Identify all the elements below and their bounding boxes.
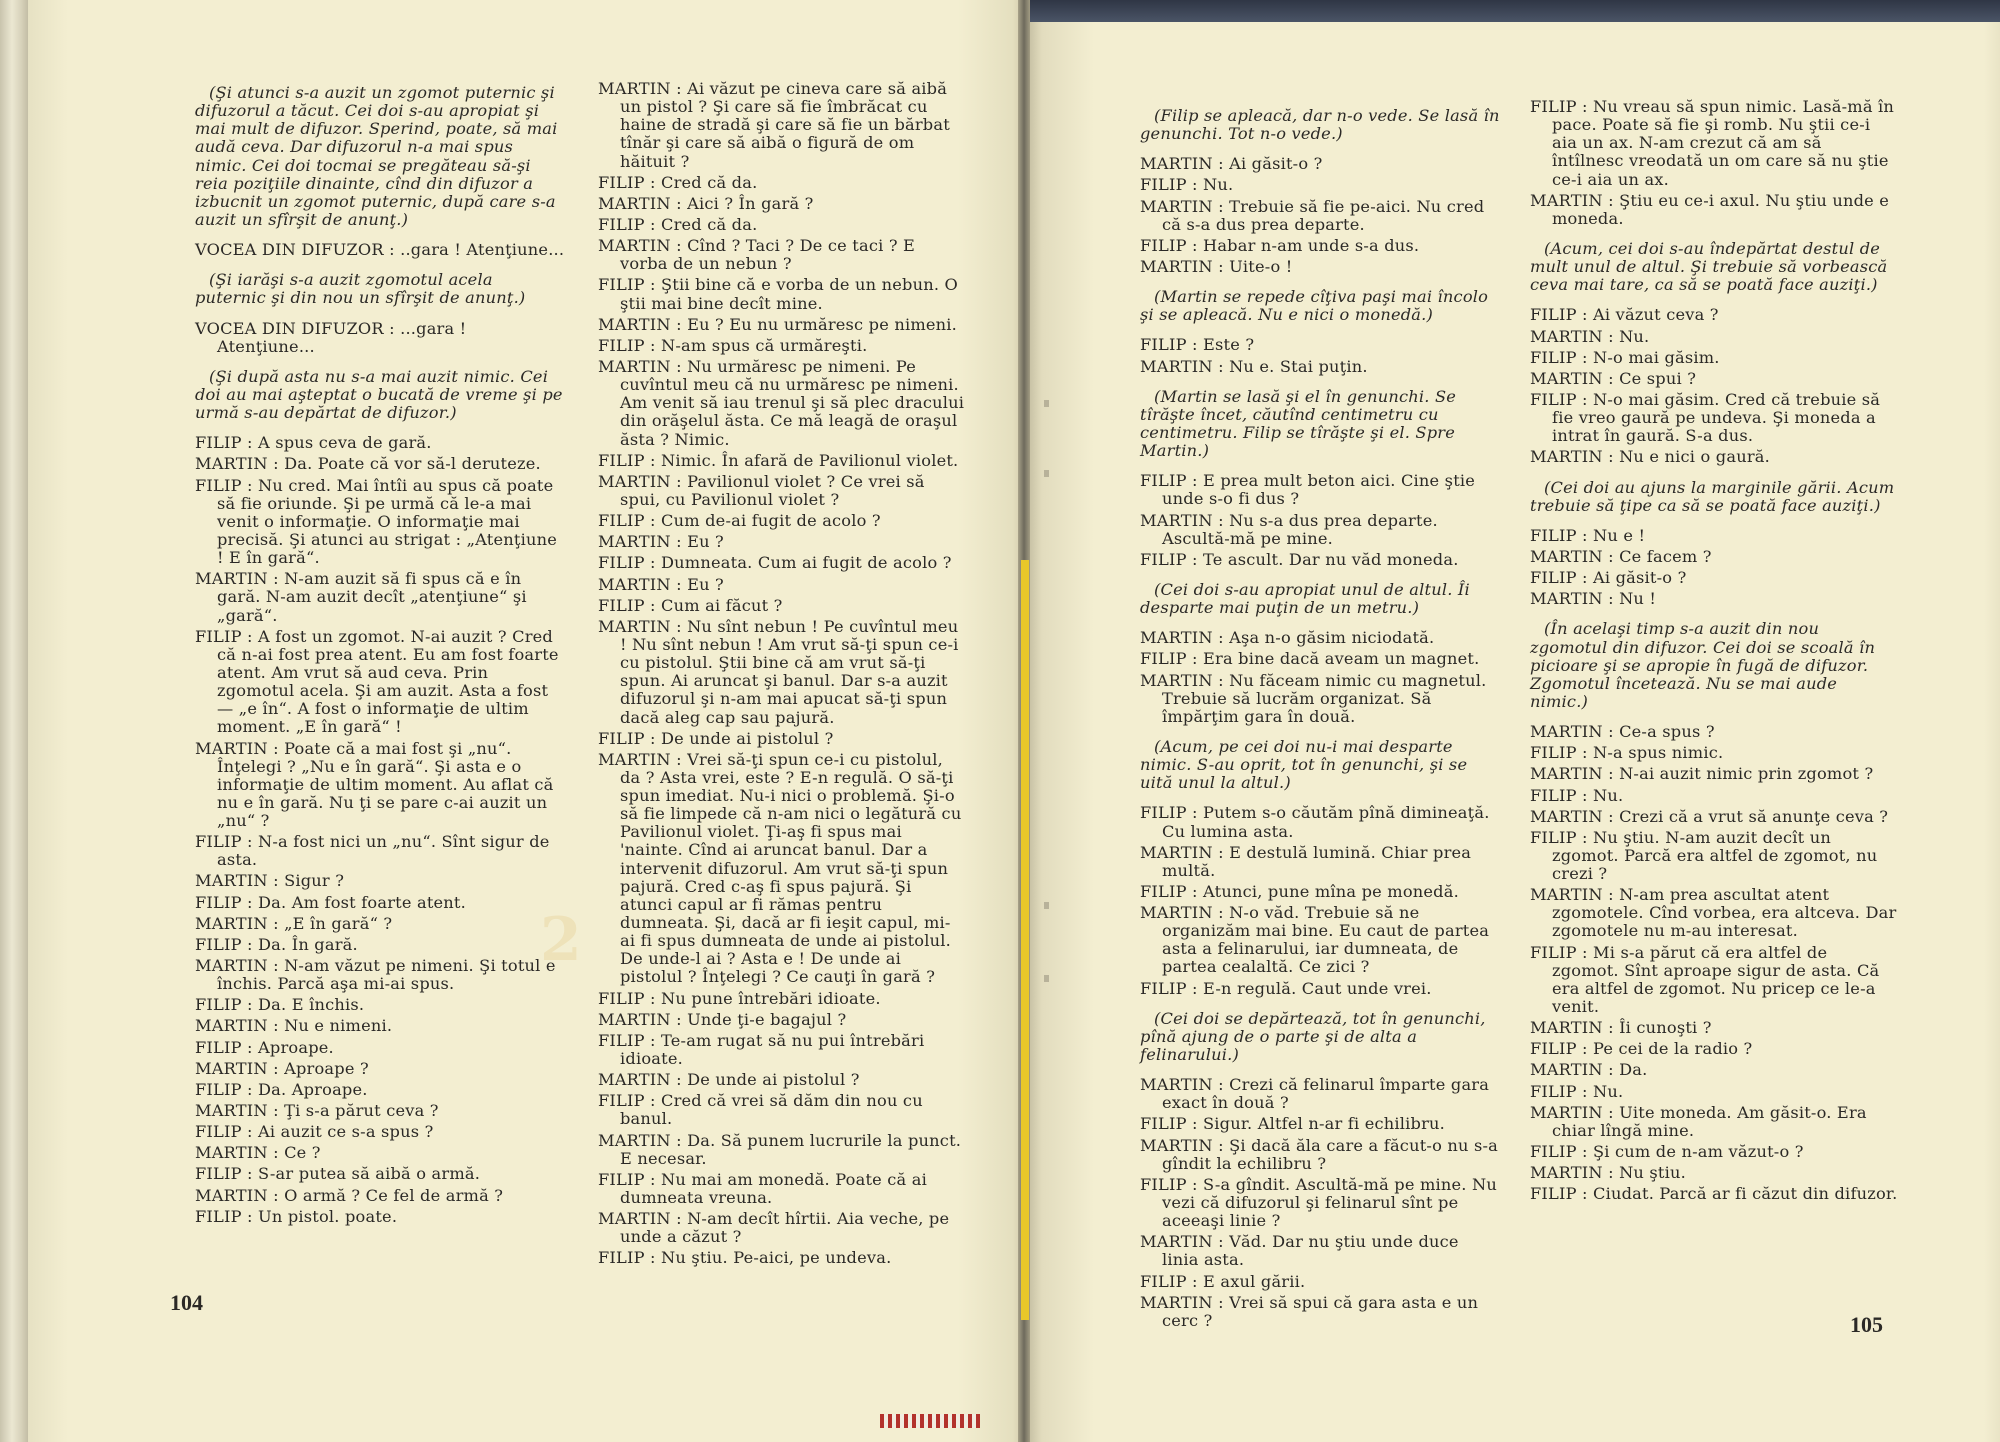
dialogue-line: FILIP : Da. Am fost foarte atent.: [195, 892, 466, 912]
dialogue-line: FILIP : S-ar putea să aibă o armă.: [195, 1164, 481, 1184]
headband: [880, 1414, 980, 1428]
dialogue-line: FILIP : Era bine dacă aveam un magnet.: [1140, 649, 1480, 669]
dialogue-line: FILIP : Ai auzit ce s-a spus ?: [195, 1122, 434, 1142]
dialogue-line: MARTIN : N-am decît hîrtii. Aia veche, pe unde a căzut ?: [598, 1209, 950, 1247]
dialogue-line: FILIP : Mi s-a părut că era altfel de zgomot. Sînt aproape sigur de asta. Că era altfel de zgomot. Nu pricep ce le-a venit.: [1530, 942, 1880, 1017]
dialogue-line: MARTIN : Cînd ? Taci ? De ce taci ? E vorba de un nebun ?: [598, 236, 916, 274]
dialogue-line: FILIP : A spus ceva de gară.: [195, 433, 432, 453]
dialogue-line: MARTIN : E destulă lumină. Chiar prea multă.: [1140, 842, 1472, 880]
dialogue-line: MARTIN : Aici ? În gară ?: [598, 193, 814, 213]
dialogue-line: FILIP : Da. Aproape.: [195, 1079, 368, 1099]
stage-direction: (Martin se repede cîţiva paşi mai încolo şi se apleacă. Nu e nici o monedă.): [1140, 287, 1489, 325]
dialogue-line: MARTIN : Nu e nici o gaură.: [1530, 447, 1770, 467]
dialogue-line: FILIP : Nu.: [1530, 785, 1624, 805]
dialogue-line: FILIP : Nu cred. Mai întîi au spus că poate să fie oriunde. Şi pe urmă că le-a mai venit o informaţie. O informaţie mai precisă. Şi atunci au strigat : „Atenţiune ! E în gară“.: [195, 475, 558, 568]
dialogue-line: MARTIN : Şi dacă ăla care a făcut-o nu s-a gîndit la echilibru ?: [1140, 1135, 1498, 1173]
dialogue-line: FILIP : Nu ştiu. N-am auzit decît un zgomot. Parcă era altfel de zgomot, nu crezi ?: [1530, 827, 1878, 884]
page-number-left: 104: [170, 1290, 203, 1315]
dialogue-line: MARTIN : Pavilionul violet ? Ce vrei să spui, cu Pavilionul violet ?: [598, 471, 925, 509]
dialogue-line: MARTIN : Ce spui ?: [1530, 368, 1697, 388]
stage-direction: (Cei doi au ajuns la marginile gării. Acum trebuie să ţipe ca să se poată face auziţi.): [1530, 477, 1895, 515]
sewing-mark: [1044, 975, 1049, 982]
stage-direction: (Martin se lasă şi el în genunchi. Se tîrăşte încet, căutînd centimetru cu centimetru. Filip se tîrăşte şi el. Spre Martin.): [1140, 386, 1457, 461]
dialogue-line: MARTIN : Unde ţi-e bagajul ?: [598, 1009, 847, 1029]
dialogue-line: MARTIN : Nu urmăresc pe nimeni. Pe cuvîntul meu că nu urmăresc pe nimeni. Am venit să iau trenul şi să plec dracului din orăşelul ăsta. Ce mă leagă de oraşul ăsta ? Nimic.: [598, 356, 965, 449]
dialogue-line: MARTIN : Ai văzut pe cineva care să aibă un pistol ? Şi care să fie îmbrăcat cu haine de stradă şi care să fie un bărbat tînăr şi care să aibă o figură de om hăituit ?: [598, 79, 950, 171]
dialogue-line: FILIP : Şi cum de n-am văzut-o ?: [1530, 1142, 1804, 1162]
sewing-mark: [1044, 470, 1049, 477]
dialogue-line: FILIP : Ai văzut ceva ?: [1530, 305, 1719, 325]
dialogue-line: FILIP : N-a spus nimic.: [1530, 743, 1724, 763]
dialogue-line: MARTIN : Aproape ?: [195, 1058, 369, 1078]
dialogue-line: MARTIN : Îi cunoşti ?: [1530, 1018, 1712, 1038]
dialogue-line: FILIP : Nimic. În afară de Pavilionul violet.: [598, 450, 959, 470]
dialogue-line: FILIP : S-a gîndit. Ascultă-mă pe mine. Nu vezi că difuzorul şi felinarul sînt pe aceeaşi linie ?: [1140, 1174, 1497, 1231]
dialogue-line: FILIP : Un pistol. poate.: [195, 1206, 398, 1226]
dialogue-line: MARTIN : „E în gară“ ?: [195, 913, 393, 933]
dialogue-line: MARTIN : Vrei să-ţi spun ce-i cu pistolul, da ? Asta vrei, este ? E-n regulă. O să-ţi spun imediat. Nu-i nici o problemă. Şi-o să fie limpede că n-am nici o legătură cu Pavilionul violet. Ţi-aş fi spus mai 'nainte. Cînd ai aruncat banul. Dar a intervenit difuzorul. Am vrut să-ţi spun pajură. Cred c-aş fi spus pajură. Şi atunci capul ar fi rămas pentru dumneata. Şi, dacă ar fi ieşit capul, mi-ai fi spus dumneata de unde ai pistolul. De unde-l ai ? Asta e ! De unde ai pistolul ? Înţelegi ? Ce cauţi în gară ?: [598, 749, 962, 987]
dialogue-line: FILIP : N-o mai găsim.: [1530, 347, 1720, 367]
dialogue-line: MARTIN : Ce-a spus ?: [1530, 722, 1715, 742]
dialogue-line: MARTIN : Ce facem ?: [1530, 546, 1712, 566]
dialogue-line: FILIP : Nu ştiu. Pe-aici, pe undeva.: [598, 1248, 892, 1268]
dialogue-line: FILIP : Te ascult. Dar nu văd moneda.: [1140, 549, 1459, 569]
dialogue-line: MARTIN : N-am văzut pe nimeni. Şi totul e închis. Parcă aşa mi-ai spus.: [195, 956, 556, 994]
dialogue-line: FILIP : A fost un zgomot. N-ai auzit ? Cred că n-ai fost prea atent. Eu am fost foarte atent. Am vrut să aud ceva. Prin zgomotul acela. Şi am auzit. Asta a fost — „e în“. A fost o informaţie de ultim moment. „E în gară“ !: [195, 626, 559, 737]
dialogue-line: MARTIN : Nu e nimeni.: [195, 1016, 393, 1036]
dialogue-line: FILIP : Cred că da.: [598, 214, 758, 234]
dialogue-line: MARTIN : N-am auzit să fi spus că e în gară. N-am auzit decît „atenţiune“ şi „gară“.: [195, 569, 527, 625]
dialogue-line: FILIP : Nu vreau să spun nimic. Lasă-mă în pace. Poate să fie şi romb. Nu ştii ce-i aia un ax. N-am crezut că am să întîlnesc vreodată un om care să nu ştie ce-i aia un ax.: [1530, 97, 1895, 189]
dialogue-line: MARTIN : Da. Poate că vor să-l deruteze.: [195, 454, 541, 474]
dialogue-line: FILIP : De unde ai pistolul ?: [598, 728, 834, 748]
dialogue-line: MARTIN : Da.: [1530, 1060, 1648, 1080]
stage-direction: (Şi iarăşi s-a auzit zgomotul acela puternic şi din nou un sfîrşit de anunţ.): [195, 270, 526, 308]
dialogue-line: FILIP : Cum de-ai fugit de acolo ?: [598, 511, 881, 531]
dialogue-line: MARTIN : De unde ai pistolul ?: [598, 1070, 860, 1090]
dialogue-line: MARTIN : Nu sînt nebun ! Pe cuvîntul meu ! Nu sînt nebun ! Am vrut să-ţi spun ce-i cu pistolul. Ştii bine că am vrut să-ţi spun. Ai aruncat şi banul. Dar s-a auzit difuzorul şi n-am mai apucat să-ţi spun dacă aleg cap sau pajură.: [598, 616, 959, 727]
dialogue-line: FILIP : Ciudat. Parcă ar fi căzut din difuzor.: [1530, 1184, 1898, 1204]
dialogue-line: MARTIN : Văd. Dar nu ştiu unde duce linia asta.: [1140, 1232, 1459, 1270]
dialogue-line: MARTIN : Da. Să punem lucrurile la punct. E necesar.: [598, 1130, 962, 1168]
dialogue-line: MARTIN : Nu ştiu.: [1530, 1163, 1686, 1183]
dialogue-line: FILIP : Este ?: [1140, 335, 1255, 355]
dialogue-line: FILIP : Nu e !: [1530, 525, 1646, 545]
dialogue-line: MARTIN : Ţi s-a părut ceva ?: [195, 1101, 439, 1121]
dialogue-line: FILIP : Aproape.: [195, 1037, 334, 1057]
dialogue-line: MARTIN : Trebuie să fie pe-aici. Nu cred că s-a dus prea departe.: [1140, 196, 1485, 234]
dialogue-line: FILIP : Cum ai făcut ?: [598, 595, 783, 615]
dialogue-line: MARTIN : O armă ? Ce fel de armă ?: [195, 1185, 504, 1205]
dialogue-line: FILIP : Da. În gară.: [195, 934, 358, 954]
dialogue-line: FILIP : Habar n-am unde s-a dus.: [1140, 235, 1420, 255]
bookmark-ribbon: [1021, 560, 1029, 1320]
dialogue-line: FILIP : Putem s-o căutăm pînă dimineaţă. Cu lumina asta.: [1140, 803, 1490, 841]
dialogue-line: VOCEA DIN DIFUZOR : ..gara ! Atenţiune...: [195, 240, 565, 260]
dialogue-line: MARTIN : Ai găsit-o ?: [1140, 154, 1323, 174]
dialogue-line: MARTIN : Ştiu eu ce-i axul. Nu ştiu unde e moneda.: [1530, 190, 1890, 228]
dialogue-line: FILIP : E axul gării.: [1140, 1271, 1306, 1291]
dialogue-line: FILIP : Nu pune întrebări idioate.: [598, 988, 881, 1008]
stage-direction: (Acum, cei doi s-au îndepărtat destul de mult unul de altul. Şi trebuie să vorbească ceva mai tare, ca să se poată face auziţi.): [1530, 238, 1888, 295]
dialogue-line: VOCEA DIN DIFUZOR : ...gara ! Atenţiune...: [195, 318, 467, 356]
dialogue-line: MARTIN : Crezi că a vrut să anunţe ceva ?: [1530, 806, 1889, 826]
dialogue-line: FILIP : Dumneata. Cum ai fugit de acolo ?: [598, 553, 952, 573]
dialogue-line: MARTIN : Eu ? Eu nu urmăresc pe nimeni.: [598, 314, 958, 334]
dialogue-line: MARTIN : Aşa n-o găsim niciodată.: [1140, 628, 1435, 648]
stage-direction: (Şi după asta nu s-a mai auzit nimic. Cei doi au mai aşteptat o bucată de vreme şi pe urmă s-au depărtat de difuzor.): [195, 366, 563, 423]
page-number-right: 105: [1850, 1312, 1883, 1337]
dialogue-line: MARTIN : Uite-o !: [1140, 256, 1293, 276]
sewing-mark: [1044, 400, 1049, 407]
dialogue-line: MARTIN : N-o văd. Trebuie să ne organizăm mai bine. Eu caut de partea asta a felinarului, iar dumneata, de partea cealaltă. Ce zici ?: [1140, 903, 1490, 977]
cover-cloth: [1030, 0, 2000, 22]
book-edge: [0, 0, 30, 1442]
dialogue-line: FILIP : N-o mai găsim. Cred că trebuie să fie vreo gaură pe undeva. Şi moneda a intrat în gaură. S-a dus.: [1530, 389, 1881, 446]
bleed-through-mark: 2: [540, 905, 582, 975]
sewing-mark: [1044, 902, 1049, 909]
dialogue-line: MARTIN : Eu ?: [598, 574, 724, 594]
dialogue-line: MARTIN : N-am prea ascultat atent zgomotele. Cînd vorbea, era altceva. Dar zgomotele nu m-au interesat.: [1530, 885, 1897, 941]
dialogue-line: MARTIN : Crezi că felinarul împarte gara exact în două ?: [1140, 1075, 1490, 1113]
dialogue-line: FILIP : Atunci, pune mîna pe monedă.: [1140, 881, 1459, 901]
dialogue-line: MARTIN : Nu s-a dus prea departe. Ascultă-mă pe mine.: [1140, 510, 1438, 548]
dialogue-line: MARTIN : Nu !: [1530, 589, 1657, 609]
dialogue-line: MARTIN : N-ai auzit nimic prin zgomot ?: [1530, 764, 1874, 784]
dialogue-line: FILIP : Pe cei de la radio ?: [1530, 1039, 1753, 1059]
stage-direction: (În acelaşi timp s-a auzit din nou zgomotul din difuzor. Cei doi se scoală în picioare şi se apropie în fugă de difuzor. Zgomotul încetează. Nu se mai aude nimic.): [1530, 619, 1876, 711]
stage-direction: (Cei doi s-au apropiat unul de altul. Îi desparte mai puţin de un metru.): [1140, 579, 1470, 618]
dialogue-line: FILIP : Nu.: [1530, 1081, 1624, 1101]
dialogue-line: FILIP : Nu mai am monedă. Poate că ai dumneata vreuna.: [598, 1169, 927, 1208]
dialogue-line: MARTIN : Nu e. Stai puţin.: [1140, 356, 1368, 376]
dialogue-line: FILIP : E prea mult beton aici. Cine ştie unde s-o fi dus ?: [1140, 471, 1476, 509]
dialogue-line: FILIP : Sigur. Altfel n-ar fi echilibru.: [1140, 1114, 1445, 1134]
dialogue-line: MARTIN : Eu ?: [598, 532, 724, 552]
left-page-column-1: [195, 72, 567, 1229]
right-page-column-2: [1530, 98, 1898, 1206]
dialogue-line: FILIP : N-a fost nici un „nu“. Sînt sigur de asta.: [195, 832, 550, 870]
stage-direction: (Filip se apleacă, dar n-o vede. Se lasă în genunchi. Tot n-o vede.): [1140, 106, 1500, 144]
dialogue-line: FILIP : Cred că da.: [598, 172, 758, 192]
dialogue-line: FILIP : Te-am rugat să nu pui întrebări idioate.: [598, 1030, 925, 1069]
dialogue-line: MARTIN : Poate că a mai fost şi „nu“. Înţelegi ? „Nu e în gară“. Şi asta e o informaţie de ultim moment. Au aflat că nu e în gară. Nu ţi se pare c-ai auzit un „nu“ ?: [195, 738, 554, 831]
dialogue-line: FILIP : Ştii bine că e vorba de un nebun. O ştii mai bine decît mine.: [598, 275, 959, 313]
dialogue-line: FILIP : Nu.: [1140, 175, 1234, 195]
dialogue-line: FILIP : Ai găsit-o ?: [1530, 568, 1687, 588]
dialogue-line: MARTIN : Ce ?: [195, 1143, 321, 1163]
dialogue-line: MARTIN : Uite moneda. Am găsit-o. Era chiar lîngă mine.: [1530, 1102, 1867, 1140]
stage-direction: (Şi atunci s-a auzit un zgomot puternic şi difuzorul a tăcut. Cei doi s-au apropiat şi mai mult de difuzor. Sperind, poate, să mai audă ceva. Dar difuzorul n-a mai spus nimic. Cei doi tocmai se pregăteau să-şi reia poziţiile dinainte, cînd din difuzor a izbucnit un zgomot puternic, după care s-a auzit un sfîrşit de anunţ.): [195, 83, 558, 229]
dialogue-line: FILIP : Cred că vrei să dăm din nou cu banul.: [598, 1091, 923, 1129]
dialogue-line: FILIP : Da. E închis.: [195, 995, 365, 1015]
stage-direction: (Cei doi se depărtează, tot în genunchi, pînă ajung de o parte şi de alta a felinarului.): [1140, 1008, 1486, 1065]
dialogue-line: FILIP : E-n regulă. Caut unde vrei.: [1140, 978, 1432, 998]
stage-direction: (Acum, pe cei doi nu-i mai desparte nimic. S-au oprit, tot în genunchi, şi se uită unul la altul.): [1140, 736, 1468, 793]
dialogue-line: MARTIN : Sigur ?: [195, 871, 345, 891]
dialogue-line: MARTIN : Nu făceam nimic cu magnetul. Trebuie să lucrăm organizat. Să împărţim gara în două.: [1140, 670, 1487, 726]
dialogue-line: MARTIN : Nu.: [1530, 326, 1650, 346]
right-page-column-1: [1140, 95, 1500, 1333]
dialogue-line: FILIP : N-am spus că urmăreşti.: [598, 335, 868, 355]
left-page-column-2: [598, 80, 965, 1271]
dialogue-line: MARTIN : Vrei să spui că gara asta e un cerc ?: [1140, 1292, 1479, 1330]
